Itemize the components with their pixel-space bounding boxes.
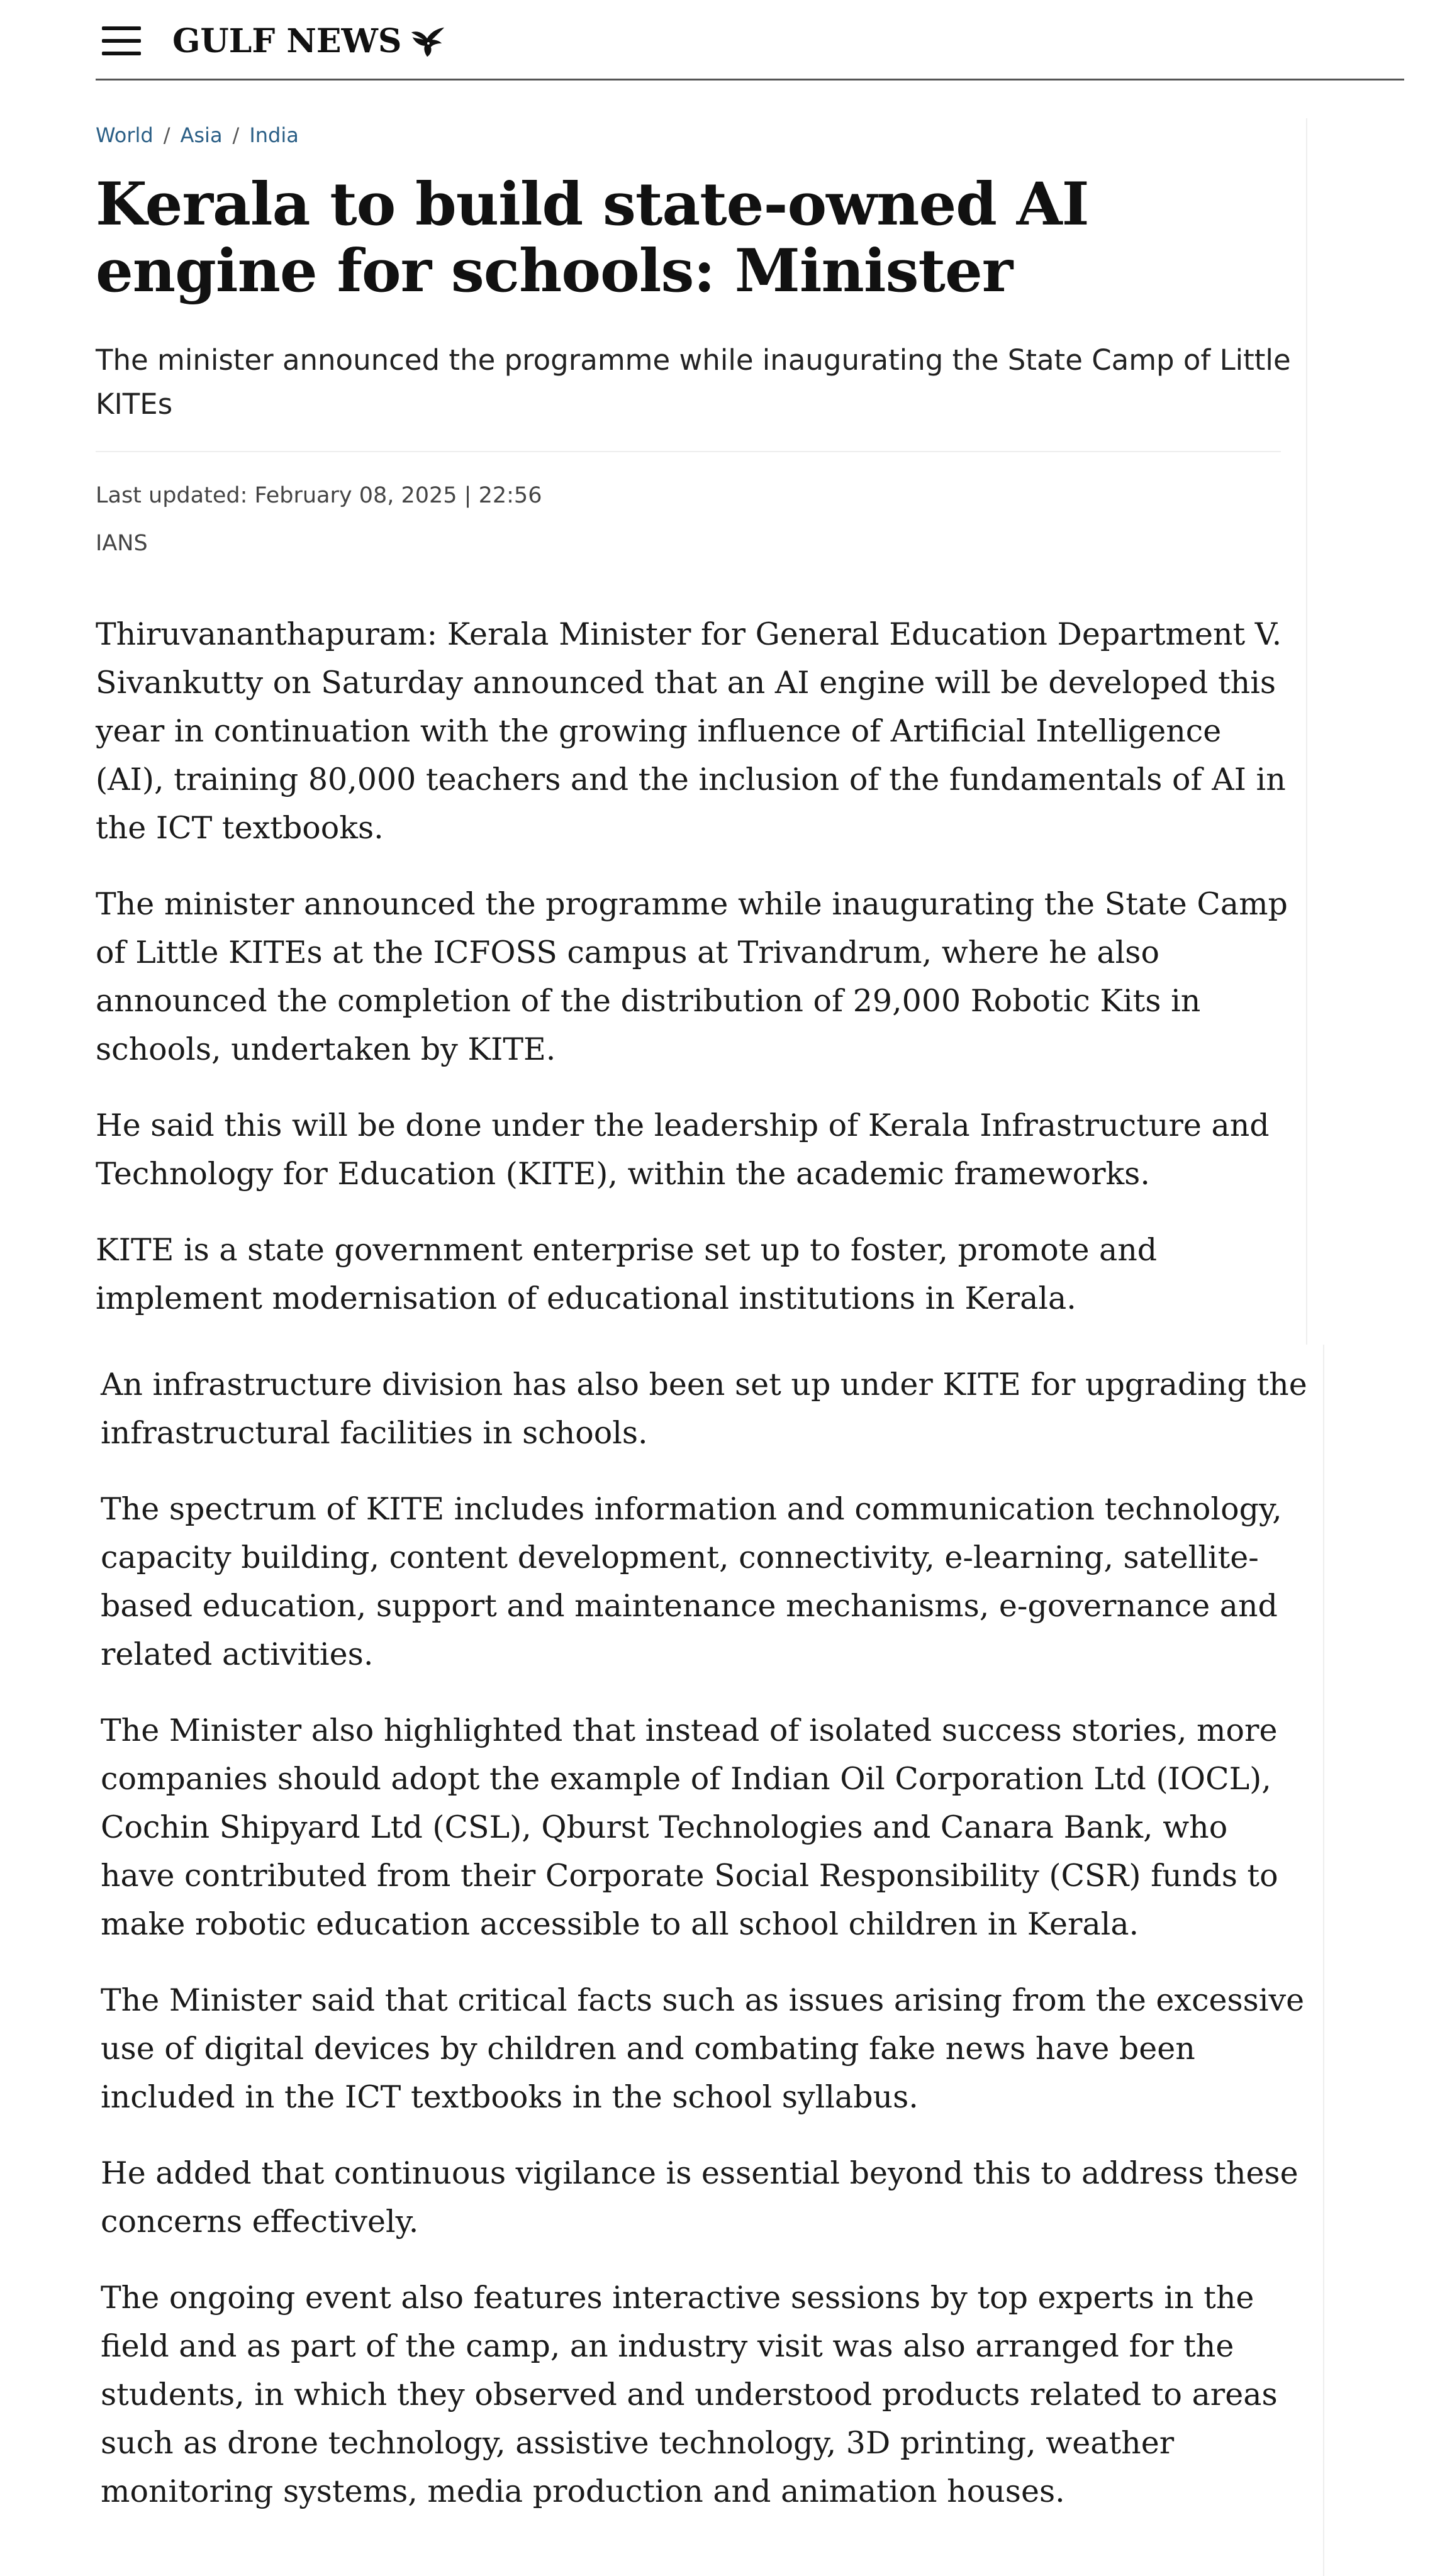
article-paragraph: The Minister also highlighted that instead of isolated success stories, more companies should adopt the example of Indian Oil Corporation Ltd (IOCL), Cochin Shipyard Ltd (CSL), Qburst Technologies and Canara Bank, who have contributed from their Corporate Social Responsibility (CSR) funds to make robotic education accessible to all school children in Kerala. — [101, 1713, 1278, 1942]
last-updated-timestamp: Last updated: February 08, 2025 | 22:56 — [96, 483, 542, 508]
article-paragraph: KITE is a state government enterprise set up to foster, promote and implement modernisation of educational institutions in Kerala. — [96, 1232, 1158, 1316]
site-logo[interactable] — [172, 19, 447, 63]
sidebar-divider — [1323, 1345, 1324, 2576]
breadcrumb-asia[interactable]: Asia — [180, 123, 223, 147]
falcon-logo-icon — [408, 21, 447, 60]
article-paragraph: He said this will be done under the leadership of Kerala Infrastructure and Technology for Education (KITE), within the academic frameworks. — [96, 1108, 1270, 1192]
article-source-link[interactable]: IANS — [96, 531, 148, 556]
article-paragraph: Thiruvananthapuram: Kerala Minister for General Education Department V. Sivankutty on Saturday announced that an AI engine will be developed this year in continuation with the growing influence of Artificial Intelligence (AI), training 80,000 teachers and the inclusion of the fundamentals of AI in the ICT textbooks. — [96, 616, 1286, 846]
article-paragraph: The ongoing event also features interactive sessions by top experts in the field and as part of the camp, an industry visit was also arranged for the students, in which they observed and understood products related to areas such as drone technology, assistive technology, 3D printing, weather monitoring systems, media production and animation houses. — [101, 2280, 1278, 2509]
article-headline: Kerala to build state-owned AI engine for schools: Minister — [96, 170, 1089, 306]
meta-divider — [96, 451, 1281, 452]
breadcrumb-india[interactable]: India — [249, 123, 299, 147]
article-body-continued — [101, 1360, 1309, 2543]
article-paragraph: The Minister said that critical facts such as issues arising from the excessive use of digital devices by children and combating fake news have been included in the ICT textbooks in the school syllabus. — [101, 1982, 1305, 2115]
breadcrumb-world[interactable]: World — [96, 123, 154, 147]
hamburger-menu-icon[interactable] — [102, 26, 141, 55]
breadcrumb-separator: / — [232, 123, 240, 147]
logo-text: GULF NEWS — [172, 21, 402, 60]
article-body — [96, 610, 1291, 1350]
sidebar-divider — [1306, 118, 1307, 1345]
article-paragraph: The spectrum of KITE includes information and communication technology, capacity building, content development, connectivity, e-learning, satellite-based education, support and maintenance mechanisms, e-governance and related activities. — [101, 1491, 1282, 1672]
article-paragraph: An infrastructure division has also been set up under KITE for upgrading the infrastructural facilities in schools. — [101, 1367, 1307, 1451]
article-subheadline: The minister announced the programme while inaugurating the State Camp of Little KITEs — [96, 343, 1291, 421]
article-paragraph: He added that continuous vigilance is essential beyond this to address these concerns effectively. — [101, 2155, 1298, 2240]
site-header — [96, 0, 1404, 80]
breadcrumb-separator: / — [163, 123, 170, 147]
article-paragraph: The minister announced the programme while inaugurating the State Camp of Little KITEs at the ICFOSS campus at Trivandrum, where he also announced the completion of the distribution of 29,000 Robotic Kits in schools, undertaken by KITE. — [96, 886, 1288, 1067]
breadcrumb — [96, 119, 299, 151]
